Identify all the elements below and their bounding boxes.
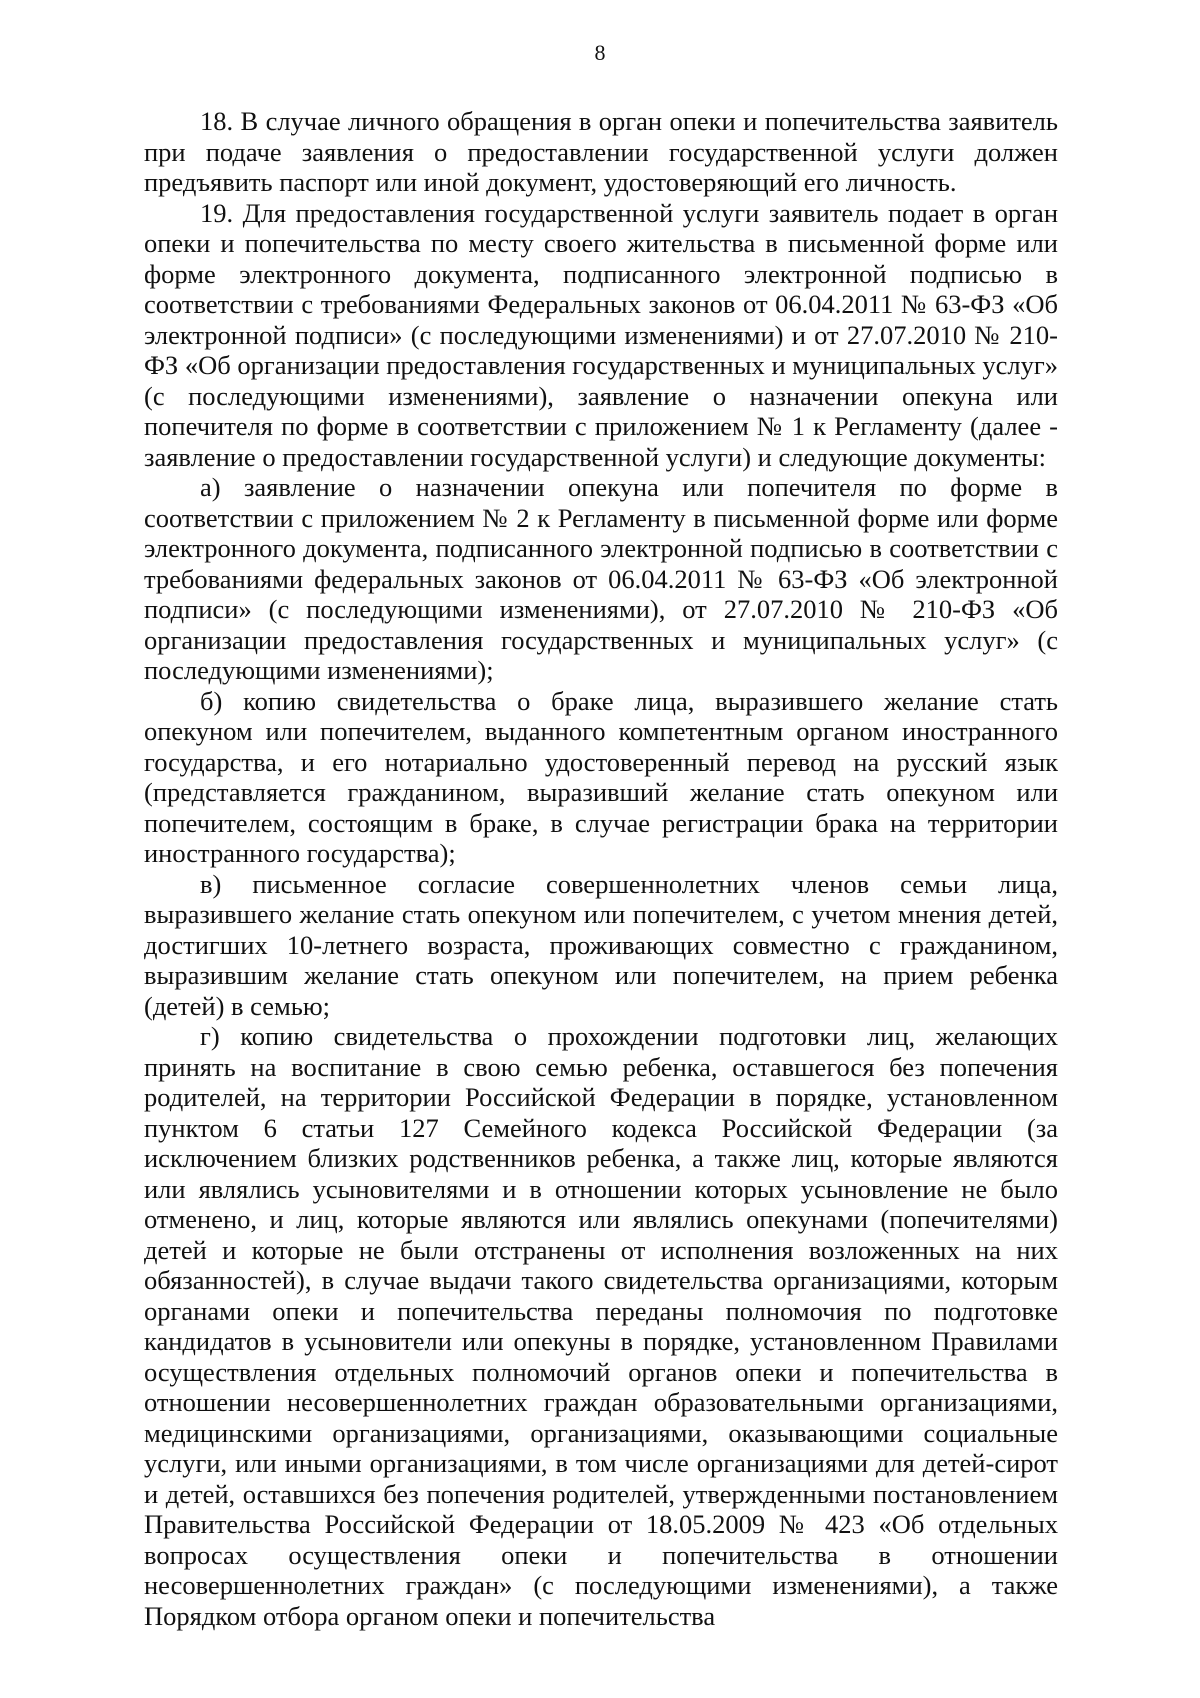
paragraph-19-a: а) заявление о назначении опекуна или попечителя по форме в соответствии с приложением № 2 к Регламенту в письменной форме или форме электронного документа, подписанного электронной подписью в соответствии с требованиями федеральных законов от 06.04.2011 № 63-ФЗ «Об электронной подписи» (с последующими изменениями), от 27.07.2010 № 210-ФЗ «Об организации предоставления государственных и муниципальных услуг» (с последующими изменениями); bbox=[144, 472, 1058, 685]
document-body bbox=[144, 106, 1058, 1631]
paragraph-19: 19. Для предоставления государственной услуги заявитель подает в орган опеки и попечительства по месту своего жительства в письменной форме или форме электронного документа, подписанного электронной подписью в соответствии с требованиями Федеральных законов от 06.04.2011 № 63-ФЗ «Об электронной подписи» (с последующими изменениями) и от 27.07.2010 № 210-ФЗ «Об организации предоставления государственных и муниципальных услуг» (с последующими изменениями), заявление о назначении опекуна или попечителя по форме в соответствии с приложением № 1 к Регламенту (далее - заявление о предоставлении государственной услуги) и следующие документы: bbox=[144, 197, 1058, 472]
page-number: 8 bbox=[594, 40, 606, 65]
paragraph-19-b: б) копию свидетельства о браке лица, выразившего желание стать опекуном или попечителем, выданного компетентным органом иностранного государства, и его нотариально удостоверенный перевод на русский язык (представляется гражданином, выразивший желание стать опекуном или попечителем, состоящим в браке, в случае регистрации брака на территории иностранного государства); bbox=[144, 685, 1058, 868]
paragraph-19-v: в) письменное согласие совершеннолетних членов семьи лица, выразившего желание стать опекуном или попечителем, с учетом мнения детей, достигших 10-летнего возраста, проживающих совместно с гражданином, выразившим желание стать опекуном или попечителем, на прием ребенка (детей) в семью; bbox=[144, 868, 1058, 1021]
paragraph-18: 18. В случае личного обращения в орган опеки и попечительства заявитель при подаче заявления о предоставлении государственной услуги должен предъявить паспорт или иной документ, удостоверяющий его личность. bbox=[144, 106, 1058, 197]
paragraph-19-g: г) копию свидетельства о прохождении подготовки лиц, желающих принять на воспитание в свою семью ребенка, оставшегося без попечения родителей, на территории Российской Федерации в порядке, установленном пунктом 6 статьи 127 Семейного кодекса Российской Федерации (за исключением близких родственников ребенка, а также лиц, которые являются или являлись усыновителями и в отношении которых усыновление не было отменено, и лиц, которые являются или являлись опекунами (попечителями) детей и которые не были отстранены от исполнения возложенных на них обязанностей), в случае выдачи такого свидетельства организациями, которым органами опеки и попечительства переданы полномочия по подготовке кандидатов в усыновители или опекуны в порядке, установленном Правилами осуществления отдельных полномочий органов опеки и попечительства в отношении несовершеннолетних граждан образовательными организациями, медицинскими организациями, организациями, оказывающими социальные услуги, или иными организациями, в том числе организациями для детей-сирот и детей, оставшихся без попечения родителей, утвержденными постановлением Правительства Российской Федерации от 18.05.2009 № 423 «Об отдельных вопросах осуществления опеки и попечительства в отношении несовершеннолетних граждан» (с последующими изменениями), а также Порядком отбора органом опеки и попечительства bbox=[144, 1021, 1058, 1631]
